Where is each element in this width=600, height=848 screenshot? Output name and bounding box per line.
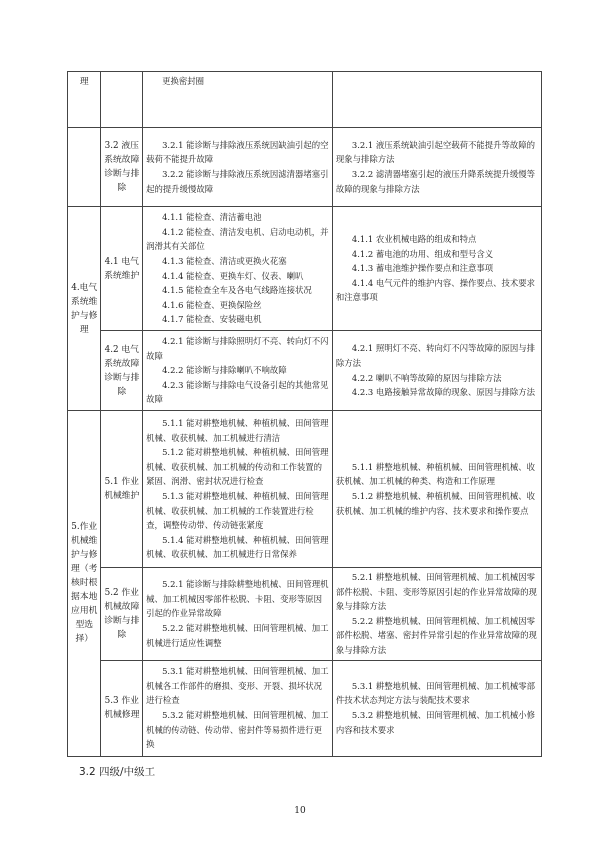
section-cell: 4.电气系统维护与修理	[68, 207, 101, 411]
knowledge-item: 5.2.2 耕整地机械、田间管理机械、加工机械因零部件松脱、堵塞、密封件异常引起的作业异常故障的现象与排除方法	[335, 615, 537, 655]
skills-cell	[143, 207, 333, 331]
skill-item: 4.2.3 能诊断与排除电气设备引起的其他常见故障	[146, 379, 329, 405]
module-cell	[101, 72, 143, 128]
module-cell: 4.2 电气系统故障诊断与排除	[101, 331, 143, 411]
knowledge-cell	[332, 568, 541, 661]
skills-cell	[143, 72, 333, 128]
knowledge-item: 4.1.3 蓄电池维护操作要点和注意事项	[351, 263, 494, 274]
knowledge-item: 5.1.1 耕整地机械、种植机械、田间管理机械、收获机械、加工机械的种类、构造和工作原理	[335, 461, 535, 487]
knowledge-cell	[332, 411, 541, 568]
skill-item: 更换密封圈	[162, 76, 204, 86]
table-row	[68, 331, 542, 411]
knowledge-item: 4.2.1 照明灯不亮、转向灯不闪等故障的原因与排除方法	[335, 343, 535, 368]
knowledge-cell	[332, 207, 541, 331]
knowledge-item: 4.2.3 电路接触异常故障的现象、原因与排除方法	[351, 387, 535, 398]
skill-item: 4.1.6 能检查、更换保险丝	[162, 299, 262, 310]
skill-item: 5.2.1 能诊断与排除耕整地机械、田间管理机械、加工机械因零部件松脱、卡阻、变形等原因引起的作业异常故障	[146, 579, 329, 619]
skill-item: 5.1.4 能对耕整地机械、种植机械、田间管理机械、收获机械、加工机械进行日常保养	[146, 534, 329, 560]
knowledge-item: 5.2.1 耕整地机械、田间管理机械、加工机械因零部件松脱、卡阻、变形等原因引起的作业异常故障的现象与排除方法	[335, 572, 537, 612]
skill-item: 4.1.3 能检查、清洁或更换火花塞	[162, 255, 287, 266]
section-cell: 理	[68, 72, 101, 128]
skills-cell	[143, 128, 333, 207]
skills-cell	[143, 568, 333, 661]
skill-item: 3.2.2 能诊断与排除液压系统因滤清器堵塞引起的提升缓慢故障	[146, 169, 329, 194]
section-cell	[68, 128, 101, 207]
skill-item: 5.1.2 能对耕整地机械、种植机械、田间管理机械、收获机械、加工机械的传动和工作装置的紧固、润滑、密封状况进行检查	[146, 447, 329, 487]
skill-item: 4.1.4 能检查、更换车灯、仪表、喇叭	[162, 270, 304, 281]
module-cell: 4.1 电气系统维护	[101, 207, 143, 331]
knowledge-cell	[332, 128, 541, 207]
skills-cell	[143, 660, 333, 756]
skills-cell	[143, 331, 333, 411]
standards-table-container	[67, 71, 542, 757]
table-row	[68, 207, 542, 331]
skill-item: 5.1.3 能对耕整地机械、种植机械、田间管理机械、收获机械、加工机械的工作装置进行检查，调整传动带、传动链张紧度	[146, 491, 329, 531]
knowledge-item: 3.2.2 滤清器堵塞引起的液压升降系统提升缓慢等故障的现象与排除方法	[335, 169, 535, 194]
skill-item: 4.1.5 能检查全车及各电气线路连接状况	[162, 285, 312, 296]
page-number: 10	[294, 806, 306, 816]
knowledge-item: 4.2.2 喇叭不响等故障的原因与排除方法	[351, 372, 502, 383]
module-cell: 5.1 作业机械维护	[101, 411, 143, 568]
skill-item: 5.1.1 能对耕整地机械、种植机械、田间管理机械、收获机械、加工机械进行清洁	[146, 418, 329, 443]
table-row	[68, 568, 542, 661]
knowledge-cell	[332, 72, 541, 128]
table-row	[68, 128, 542, 207]
knowledge-item: 4.1.4 电气元件的维护内容、操作要点、技术要求和注意事项	[335, 277, 535, 303]
skills-cell	[143, 411, 333, 568]
skill-item: 4.2.1 能诊断与排除照明灯不亮、转向灯不闪故障	[146, 336, 329, 361]
skill-item: 5.3.2 能对耕整地机械、田间管理机械、加工机械的传动链、传动带、密封件等易损件进行更换	[146, 710, 329, 750]
knowledge-item: 5.3.1 耕整地机械、田间管理机械、加工机械零部件技术状态判定方法与装配技术要求	[335, 680, 535, 706]
table-row	[68, 72, 542, 128]
module-cell: 5.3 作业机械修理	[101, 660, 143, 756]
module-cell: 3.2 液压系统故障诊断与排除	[101, 128, 143, 207]
module-cell: 5.2 作业机械故障诊断与排除	[101, 568, 143, 661]
knowledge-cell	[332, 331, 541, 411]
table-row	[68, 411, 542, 568]
skill-item: 4.1.7 能检查、安装磁电机	[162, 314, 262, 325]
section-cell: 5.作业机械维护与修理（考核时根据本地应用机型选择）	[68, 411, 101, 757]
skill-item: 4.1.1 能检查、清洁蓄电池	[162, 212, 262, 223]
skill-item: 4.1.2 能检查、清洁发电机、启动电动机，并润滑其有关部位	[146, 226, 329, 252]
knowledge-item: 5.3.2 耕整地机械、田间管理机械、加工机械小修内容和技术要求	[335, 710, 535, 735]
table-row	[68, 660, 542, 756]
standards-table	[67, 71, 542, 757]
skill-item: 4.2.2 能诊断与排除喇叭不响故障	[162, 365, 287, 376]
knowledge-item: 4.1.2 蓄电池的功用、组成和型号含义	[351, 248, 494, 259]
skill-item: 5.3.1 能对耕整地机械、田间管理机械、加工机械各工作部件的磨损、变形、开裂、损坏状况进行检查	[146, 666, 329, 706]
skill-item: 5.2.2 能对耕整地机械、田间管理机械、加工机械进行适应性调整	[146, 623, 329, 648]
skill-item: 3.2.1 能诊断与排除液压系统因缺油引起的空载荷不能提升故障	[146, 139, 329, 165]
knowledge-cell	[332, 660, 541, 756]
knowledge-item: 4.1.1 农业机械电路的组成和特点	[351, 234, 477, 245]
knowledge-item: 5.1.2 耕整地机械、种植机械、田间管理机械、收获机械、加工机械的维护内容、技术要求和操作要点	[335, 491, 535, 516]
section-heading: 3.2 四级/中级工	[79, 766, 156, 778]
knowledge-item: 3.2.1 液压系统缺油引起空载荷不能提升等故障的现象与排除方法	[335, 139, 535, 165]
